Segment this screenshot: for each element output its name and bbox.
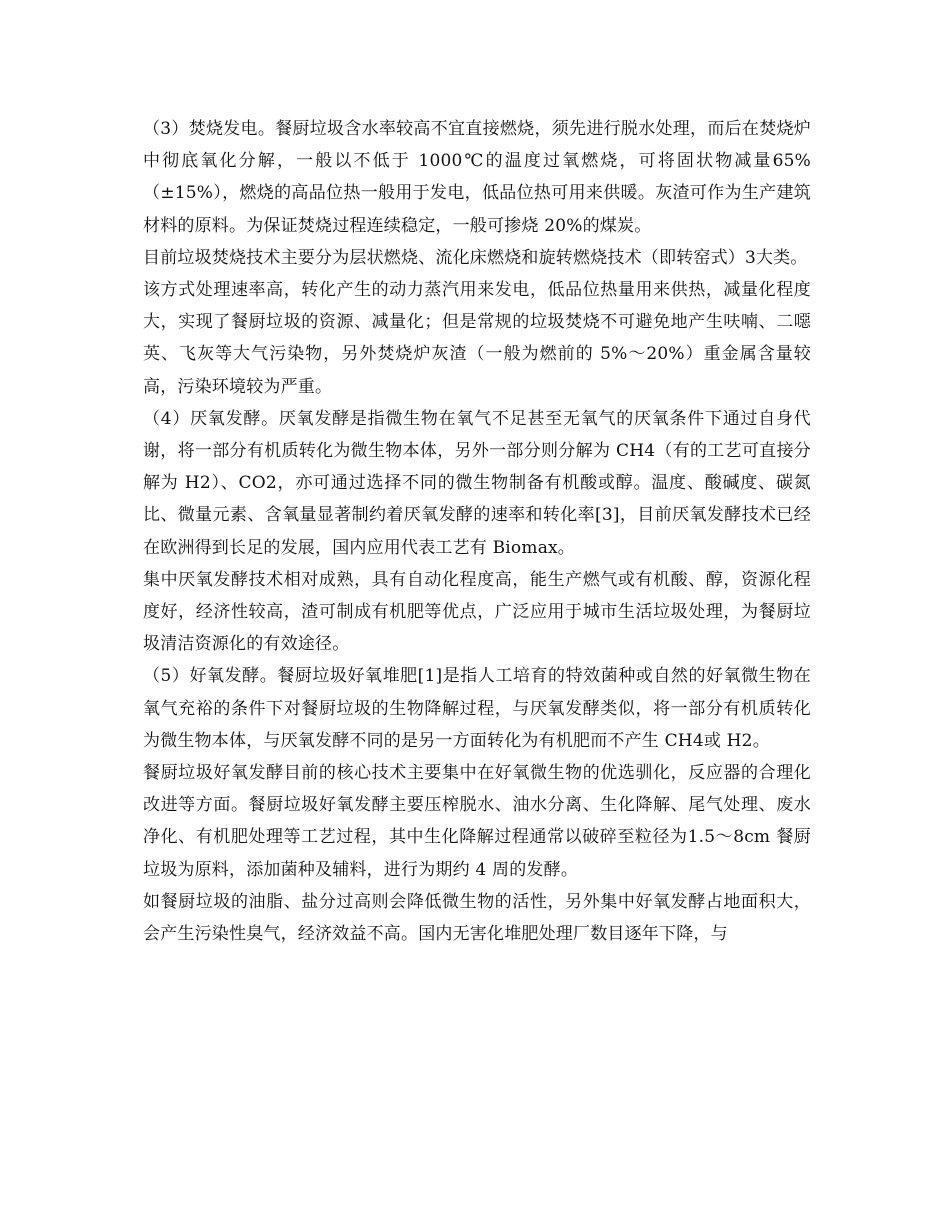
paragraph-incineration: （3）焚烧发电。餐厨垃圾含水率较高不宜直接燃烧，须先进行脱水处理，而后在焚烧炉中彻底氧化分解，一般以不低于 1000℃的温度过氧燃烧，可将固状物减量65%（±15%），燃烧的高品位热一般用于发电，低品位热可用来供暖。灰渣可作为生产建筑材料的原料。为保证焚烧过程连续稳定，一般可掺烧 20%的煤炭。 xyxy=(143,119,811,236)
paragraph-aerobic-technology: 餐厨垃圾好氧发酵目前的核心技术主要集中在好氧微生物的优选驯化，反应器的合理化改进等方面。餐厨垃圾好氧发酵主要压榨脱水、油水分离、生化降解、尾气处理、废水净化、有机肥处理等工艺过程，其中生化降解过程通常以破碎至粒径为1.5～8cm 餐厨垃圾为原料，添加菌种及辅料，进行为期约 4 周的发酵。 xyxy=(143,763,811,880)
document-body xyxy=(143,113,811,950)
paragraph-incineration-types: 目前垃圾焚烧技术主要分为层状燃烧、流化床燃烧和旋转燃烧技术（即转窑式）3大类。 xyxy=(143,247,808,268)
paragraph-aerobic-drawbacks: 如餐厨垃圾的油脂、盐分过高则会降低微生物的活性，另外集中好氧发酵占地面积大，会产生污染性臭气，经济效益不高。国内无害化堆肥处理厂数目逐年下降，与 xyxy=(143,891,811,945)
paragraph-incineration-assessment: 该方式处理速率高，转化产生的动力蒸汽用来发电，低品位热量用来供热，减量化程度大，实现了餐厨垃圾的资源、减量化；但是常规的垃圾焚烧不可避免地产生呋喃、二噁英、飞灰等大气污染物，另外焚烧炉灰渣（一般为燃前的 5%～20%）重金属含量较高，污染环境较为严重。 xyxy=(143,280,811,397)
paragraph-aerobic-fermentation: （5）好氧发酵。餐厨垃圾好氧堆肥[1]是指人工培育的特效菌种或自然的好氧微生物在氧气充裕的条件下对餐厨垃圾的生物降解过程，与厌氧发酵类似，将一部分有机质转化为微生物本体，与厌氧发酵不同的是另一方面转化为有机肥而不产生 CH4或 H2。 xyxy=(143,666,811,751)
paragraph-anaerobic-fermentation: （4）厌氧发酵。厌氧发酵是指微生物在氧气不足甚至无氧气的厌氧条件下通过自身代谢，将一部分有机质转化为微生物本体，另外一部分则分解为 CH4（有的工艺可直接分解为 H2）、CO2，亦可通过选择不同的微生物制备有机酸或醇。温度、酸碱度、碳氮比、微量元素、含氧量显著制约着厌氧发酵的速率和转化率[3]，目前厌氧发酵技术已经在欧洲得到长足的发展，国内应用代表工艺有 Biomax。 xyxy=(143,408,811,558)
paragraph-anaerobic-assessment: 集中厌氧发酵技术相对成熟，具有自动化程度高，能生产燃气或有机酸、醇，资源化程度好，经济性较高，渣可制成有机肥等优点，广泛应用于城市生活垃圾处理，为餐厨垃圾清洁资源化的有效途径。 xyxy=(143,569,811,655)
